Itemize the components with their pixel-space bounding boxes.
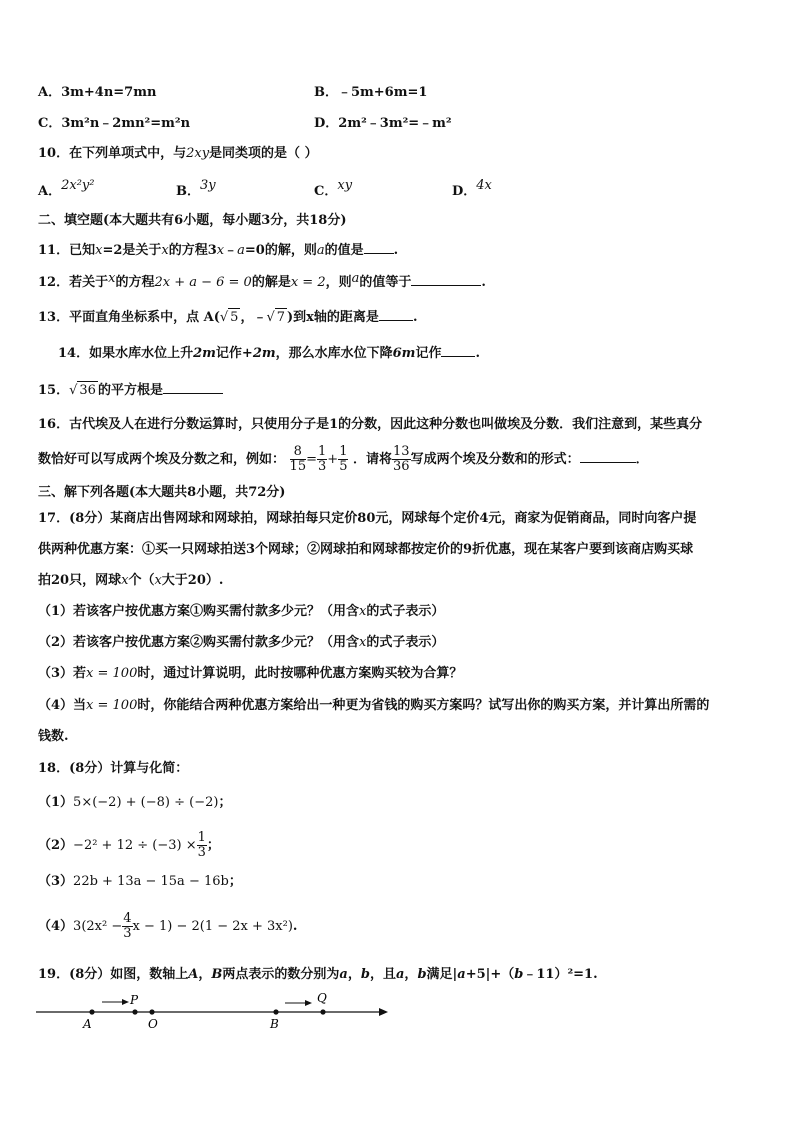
q11-text: ﹣ (224, 243, 238, 258)
q12-text: ，则 (325, 275, 352, 290)
q17-var: x (121, 573, 129, 588)
label-o: O (148, 1017, 158, 1031)
q18-part3 (38, 873, 242, 891)
q19-text: 两点表示的数分别为 (222, 967, 340, 982)
q19-point: A (188, 967, 199, 982)
q17-line3 (38, 572, 223, 590)
q13-text: . (412, 310, 418, 325)
q9-option-d: D．2m²﹣3m²=﹣m² (314, 116, 452, 131)
q17-text: （1）若该客户按优惠方案①购买需付款多少元？（用含 (38, 604, 360, 619)
q17-text: 的式子表示） (366, 604, 445, 619)
q17-part2 (38, 634, 444, 652)
q14 (58, 343, 480, 363)
q14-text: . (475, 346, 480, 361)
label-p: P (130, 993, 139, 1007)
q11-var: x (161, 243, 169, 258)
answer-blank (163, 380, 223, 394)
q10-stem-post: 是同类项的是（ ） (209, 146, 318, 161)
q18-text: . (292, 919, 298, 934)
q19-text: ﹣11）²=1. (523, 967, 598, 982)
q17-text: （2）若该客户按优惠方案②购买需付款多少元？（用含 (38, 635, 360, 650)
q11-text: . (393, 243, 399, 258)
q10-stem-expr: 2xy (186, 146, 210, 161)
q18-part4 (38, 908, 297, 946)
q17-var: x (154, 573, 162, 588)
q10-option-b (176, 178, 216, 201)
q18-part2 (38, 827, 220, 865)
point-a-dot (89, 1009, 94, 1014)
q11-var: x (95, 243, 103, 258)
q18-title: 18．(8分）计算与化简： (38, 761, 189, 776)
q11-text: 的方程3 (168, 243, 217, 258)
q17-var: x (359, 604, 367, 619)
q11-text: 的值是 (324, 243, 364, 258)
q17-var: x (359, 635, 367, 650)
q14-var: 2m (252, 346, 276, 361)
q9-option-c: C．3m²n﹣2mn²=m²n (38, 116, 191, 131)
q12-text: 12．若关于 (38, 275, 109, 290)
q18-text: ； (218, 795, 232, 810)
label-q: Q (317, 991, 327, 1005)
q10-stem-pre: 10．在下列单项式中，与 (38, 146, 187, 161)
fraction: $\frac{4}{3}$ (123, 911, 132, 941)
q14-var: 6m (392, 346, 416, 361)
q12-text: 的值等于 (359, 275, 412, 290)
q14-text: ，那么水库水位下降 (275, 346, 393, 361)
q13-text: 13．平面直角坐标系中，点 A( (38, 310, 220, 325)
q10-option-a-expr: 2x²y² (61, 178, 95, 193)
q18-label: （1） (38, 795, 74, 810)
q12-text: . (481, 275, 486, 290)
q10-option-b-expr: 3y (200, 178, 216, 193)
q17-text: 的式子表示） (366, 635, 445, 650)
q16-op: = (306, 452, 317, 467)
point-b-dot (273, 1009, 278, 1014)
q17-part4-line2: 钱数. (38, 729, 69, 744)
q11-var: x (216, 243, 225, 258)
q10-option-d-label: D． (452, 184, 477, 199)
q11-var: a (316, 243, 325, 258)
q10-option-d-expr: 4x (476, 178, 492, 193)
q18-label: （2） (38, 838, 74, 853)
q16-text: 数恰好可以写成两个埃及分数之和，例如： (38, 452, 286, 467)
q19-text: ， (404, 967, 418, 982)
q10-option-a-label: A． (38, 184, 62, 199)
q19-text: 19．(8分）如图，数轴上 (38, 967, 189, 982)
q10-option-d (452, 178, 492, 201)
answer-blank (411, 272, 481, 286)
q12-var: a (351, 271, 360, 286)
q12-equation: 2x + a − 6 = 0 (154, 275, 252, 290)
q13: 13．平面直角坐标系中，点 A(√ 5 ，﹣√ 7 )到x轴的距离是 . (38, 307, 417, 327)
q19-var: a (395, 967, 405, 982)
q17-text: 拍20只，网球 (38, 573, 122, 588)
q12-text: 的方程 (115, 275, 155, 290)
q11 (38, 240, 398, 260)
q17-text: 个（ (128, 573, 155, 588)
q15: 15．√ 36 的平方根是 (38, 380, 223, 400)
q18-expr: 3(2x² − (73, 919, 123, 934)
q11-text: =0的解，则 (244, 243, 317, 258)
q18-expr: −2² + 12 ÷ (−3) × (73, 838, 197, 853)
motion-arrowhead-q (305, 1000, 312, 1006)
q13-text: ，﹣ (240, 310, 267, 325)
q19-text: ，且 (369, 967, 396, 982)
q14-text: 记作+ (215, 346, 253, 361)
q16-text: ． (635, 452, 649, 467)
q18-label: （4） (38, 919, 74, 934)
q16-line2 (38, 441, 649, 479)
q14-text: 14．如果水库水位上升 (58, 346, 194, 361)
q12-text: 的解是 (251, 275, 291, 290)
q18-expr: x − 1) − 2(1 − 2x + 3x²) (132, 919, 293, 934)
q11-var: a (237, 243, 245, 258)
q10-option-b-label: B． (176, 184, 200, 199)
answer-blank (441, 343, 475, 357)
q15-radicand: 36 (79, 383, 96, 398)
q15-text: 15． (38, 383, 70, 398)
q12 (38, 272, 486, 292)
label-a: A (83, 1017, 92, 1031)
q13-radicand: 5 (230, 310, 239, 325)
q10-option-c-label: C． (314, 184, 338, 199)
q9-option-a: A．3m+4n=7mn (38, 85, 157, 100)
q19-line1 (38, 966, 598, 984)
q17-text: （4）当 (38, 698, 87, 713)
q10-stem (38, 145, 318, 163)
q18-label: （3） (38, 874, 74, 889)
q12-var: x (108, 271, 116, 286)
q14-text: 记作 (415, 346, 442, 361)
q19-var: b (514, 967, 524, 982)
q19-var: a (339, 967, 348, 982)
q16-text: 写成两个埃及分数和的形式： (410, 452, 580, 467)
q17-text: 大于20）. (161, 573, 224, 588)
motion-arrowhead-p (122, 999, 129, 1005)
answer-blank (379, 307, 413, 321)
q11-text: =2是关于 (102, 243, 162, 258)
fraction: $\frac{13}{36}$ (393, 444, 410, 474)
axis-arrowhead (379, 1008, 388, 1016)
q18-text: ； (228, 874, 242, 889)
q16-text: ．请将 (353, 452, 393, 467)
q17-part4 (38, 697, 709, 715)
q18-text: ； (206, 838, 220, 853)
q11-text: 11．已知 (38, 243, 96, 258)
section-2-heading: 二、填空题(本大题共有6小题，每小题3分，共18分) (38, 213, 347, 228)
q17-text: 时，你能结合两种优惠方案给出一种更为省钱的购买方案吗？试写出你的购买方案，并计算出所需的 (137, 698, 710, 713)
section-3-heading: 三、解下列各题(本大题共8小题，共72分) (38, 485, 286, 500)
q9-option-b: B．﹣5m+6m=1 (314, 85, 428, 100)
q19-text: ， (198, 967, 212, 982)
q10-option-a (38, 178, 95, 201)
q14-var: 2m (193, 346, 216, 361)
q10-option-c (314, 178, 353, 201)
q18-expr: 22b + 13a − 15a − 16b (73, 874, 229, 889)
q18-part1 (38, 794, 231, 812)
answer-blank (364, 240, 394, 254)
q17-var: x = 100 (86, 698, 138, 713)
q13-radicand: 7 (276, 310, 286, 325)
fraction: $\frac{1}{3}$ (197, 830, 206, 860)
point-o-dot (149, 1009, 154, 1014)
q19-var: b (417, 967, 427, 982)
fraction: $\frac{1}{5}$ (339, 444, 348, 474)
q17-part1 (38, 603, 444, 621)
q17-var: x = 100 (86, 666, 138, 681)
point-p-dot (132, 1009, 137, 1014)
q19-text: ， (347, 967, 361, 982)
q10-option-c-expr: xy (337, 178, 353, 193)
q17-part3 (38, 665, 462, 683)
q17-line1: 17．(8分）某商店出售网球和网球拍，网球拍每只定价80元，网球每个定价4元，商家为促销商品，同时向客户提 (38, 511, 697, 526)
label-b: B (270, 1017, 279, 1031)
q16-line1: 16．古代埃及人在进行分数运算时，只使用分子是1的分数，因此这种分数也叫做埃及分数．我们注意到，某些真分 (38, 417, 703, 432)
q17-line2: 供两种优惠方案：①买一只网球拍送3个网球；②网球拍和网球都按定价的9折优惠，现在某客户要到该商店购买球 (38, 542, 694, 557)
q13-text: )到x轴的距离是 (287, 310, 379, 325)
answer-blank (580, 449, 636, 463)
q19-var: b (360, 967, 370, 982)
q12-solution: x = 2 (290, 275, 326, 290)
fraction: $\frac{1}{3}$ (318, 444, 327, 474)
point-q-dot (320, 1009, 325, 1014)
q19-text: 满足| (426, 967, 458, 982)
q19-var: a (457, 967, 466, 982)
q18-expr: 5×(−2) + (−8) ÷ (−2) (73, 795, 219, 810)
q15-text: 的平方根是 (97, 383, 163, 398)
q16-op: + (327, 452, 339, 467)
q17-text: （3）若 (38, 666, 87, 681)
q19-point: B (211, 967, 223, 982)
fraction: $\frac{8}{15}$ (289, 444, 307, 474)
q17-text: 时，通过计算说明，此时按哪种优惠方案购买较为合算？ (137, 666, 463, 681)
number-line-figure (30, 990, 400, 1035)
q19-text: +5|+（ (465, 967, 515, 982)
